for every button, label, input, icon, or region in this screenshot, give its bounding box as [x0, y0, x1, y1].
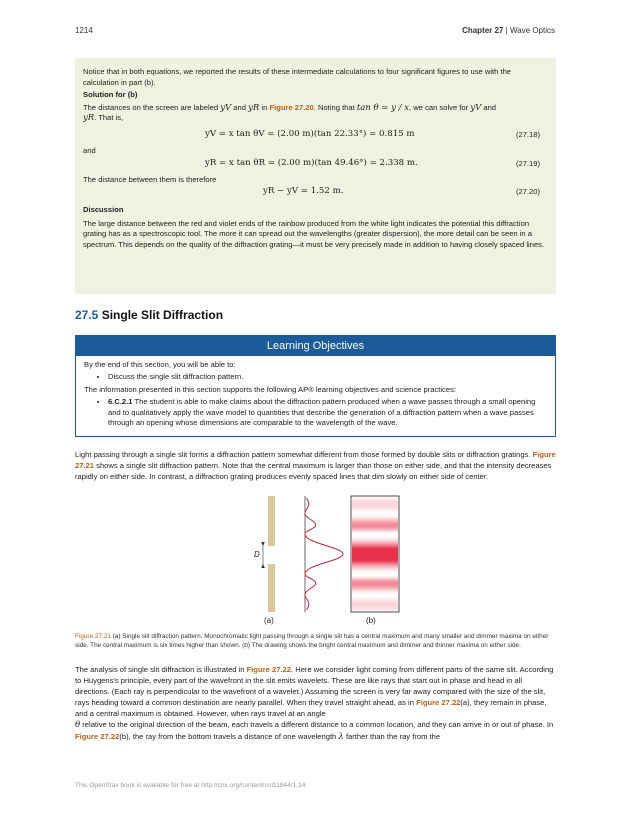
- solution-text-b: . Noting that: [313, 102, 355, 112]
- fringe-strip: [352, 546, 398, 547]
- solution-text-c: , we can solve for: [409, 102, 469, 112]
- fringe-strip: [352, 587, 398, 588]
- fringe-strip: [352, 558, 398, 559]
- slit-width-label: D: [254, 550, 260, 559]
- fringe-strip: [352, 602, 398, 603]
- fringe-strip: [352, 585, 398, 586]
- fringe-strip: [352, 551, 398, 552]
- figure-link-27-22[interactable]: Figure 27.22: [246, 665, 291, 674]
- figure-27-21: [75, 490, 556, 630]
- fringe-strip: [352, 563, 398, 564]
- lo-ap-list: [84, 397, 547, 428]
- fringe-strip: [352, 566, 398, 567]
- fringe-strip: [352, 599, 398, 600]
- fringe-strip: [352, 527, 398, 528]
- equation-number: (27.19): [515, 158, 540, 168]
- fringe-group: [352, 497, 398, 611]
- caption-figure-link[interactable]: Figure 27.21: [75, 633, 111, 640]
- fringe-strip: [352, 539, 398, 540]
- fringe-strip: [352, 597, 398, 598]
- fringe-strip: [352, 536, 398, 537]
- fringe-strip: [352, 575, 398, 576]
- fringe-strip: [352, 569, 398, 570]
- fringe-strip: [352, 583, 398, 584]
- var-yr-2: yR: [83, 113, 95, 124]
- fringe-strip: [352, 593, 398, 594]
- fringe-strip: [352, 530, 398, 531]
- fringe-strip: [352, 604, 398, 605]
- fringe-strip: [352, 610, 398, 611]
- fringe-strip: [352, 554, 398, 555]
- equation-number: (27.18): [515, 129, 540, 139]
- fringe-strip: [352, 519, 398, 520]
- paragraph-2: [75, 664, 556, 743]
- solution-heading: Solution for (b): [83, 90, 138, 100]
- page-number: 1214: [75, 26, 93, 35]
- fringe-strip: [352, 584, 398, 585]
- var-yr: yR: [248, 102, 260, 113]
- equation-text: yR = x tan θR = (2.00 m)(tan 49.46°) = 2.338 m.: [205, 157, 418, 168]
- figure-link-27-22-a[interactable]: Figure 27.22: [416, 698, 461, 707]
- fringe-strip: [352, 516, 398, 517]
- fringe-strip: [352, 509, 398, 510]
- fringe-strip: [352, 586, 398, 587]
- section-title: [75, 308, 223, 322]
- fringe-strip: [352, 531, 398, 532]
- fringe-strip: [352, 595, 398, 596]
- fringe-strip: [352, 582, 398, 583]
- example-box: [75, 58, 556, 294]
- var-yv-2: yV: [470, 102, 482, 113]
- slit-arrow-top: [261, 542, 265, 546]
- fringe-strip: [352, 515, 398, 516]
- fringe-strip: [352, 511, 398, 512]
- fringe-strip: [352, 538, 398, 539]
- fringe-strip: [352, 580, 398, 581]
- equation-text: yV = x tan θV = (2.00 m)(tan 22.33°) = 0.815 m: [205, 128, 415, 139]
- fringe-strip: [352, 529, 398, 530]
- figure-link-27-20[interactable]: Figure 27.20: [269, 102, 314, 112]
- fringe-strip: [352, 576, 398, 577]
- equation-text: yR − yV = 1.52 m.: [263, 186, 344, 197]
- figure-link-27-22-b[interactable]: Figure 27.22: [75, 732, 120, 741]
- fringe-strip: [352, 555, 398, 556]
- fringe-strip: [352, 507, 398, 508]
- lo-intro: By the end of this section, you will be able to:: [84, 360, 236, 369]
- page-header: [75, 26, 555, 38]
- fringe-strip: [352, 522, 398, 523]
- fringe-strip: [352, 606, 398, 607]
- fringe-strip: [352, 594, 398, 595]
- lo-ap-intro: The information presented in this section supports the following AP® learning objectives and science practices:: [84, 384, 456, 394]
- fringe-strip: [352, 540, 398, 541]
- fringe-strip: [352, 503, 398, 504]
- fringe-strip: [352, 535, 398, 536]
- fringe-strip: [352, 534, 398, 535]
- fringe-strip: [352, 523, 398, 524]
- fringe-strip: [352, 547, 398, 548]
- fringe-strip: [352, 557, 398, 558]
- distance-text: The distance between them is therefore: [83, 174, 217, 184]
- fringe-strip: [352, 510, 398, 511]
- ap-code: 6.C.2.1: [108, 397, 133, 407]
- learning-objectives-title: Learning Objectives: [76, 336, 555, 356]
- fringe-strip: [352, 589, 398, 590]
- fringe-strip: [352, 549, 398, 550]
- fringe-strip: [352, 579, 398, 580]
- fringe-strip: [352, 577, 398, 578]
- fringe-strip: [352, 526, 398, 527]
- fringe-strip: [352, 581, 398, 582]
- var-yv: yV: [220, 102, 232, 113]
- fringe-strip: [352, 553, 398, 554]
- fringe-strip: [352, 565, 398, 566]
- caption-text: (a) Single slit diffraction pattern. Monochromatic light passing through a single slit has a central maximum and many smaller and dimmer maxima on either side. The central maximum is six times higher than shown. (b) The drawing shows the bright central maximum and dimmer and thinner maxima on either side.: [75, 633, 549, 649]
- fringe-strip: [352, 520, 398, 521]
- figure-caption: [75, 632, 556, 650]
- fringe-strip: [352, 559, 398, 560]
- lo-item: • Discuss the single slit diffraction pattern.: [108, 372, 547, 382]
- figure-label-a: (a): [264, 616, 274, 625]
- discussion-text: The large distance between the red and violet ends of the rainbow produced from the white light indicates the potential this diffraction grating has as a spectroscopic tool. The more it can spread out the wavelengths (greater dispersion), the more detail can be seen in a spectrum. This depends on the quality of the diffraction grating—it must be very precisely made in addition to having closely spaced lines.: [83, 218, 545, 249]
- lo-ap-item: [108, 397, 547, 428]
- solution-text-in: in: [261, 102, 268, 112]
- para2-text-a: The analysis of single slit diffraction is illustrated in: [75, 665, 245, 674]
- slit-arrow-bottom: [261, 564, 265, 568]
- fringe-strip: [352, 600, 398, 601]
- section-title-text: Single Slit Diffraction: [101, 308, 224, 322]
- lo-list: [84, 372, 547, 382]
- discussion-heading: Discussion: [83, 205, 124, 215]
- fringe-strip: [352, 548, 398, 549]
- figure-link-27-21[interactable]: Figure 27.21: [75, 450, 556, 470]
- fringe-strip: [352, 564, 398, 565]
- fringe-strip: [352, 525, 398, 526]
- para1-text-a: Light passing through a single slit forms a diffraction pattern somewhat different from those formed by double slits or diffraction gratings.: [75, 450, 531, 459]
- equation-number: (27.20): [515, 187, 540, 197]
- chapter-heading: Chapter 27 | Wave Optics: [462, 26, 555, 35]
- fringe-strip: [352, 598, 398, 599]
- fringe-strip: [352, 524, 398, 525]
- fringe-strip: [352, 601, 398, 602]
- para2-text-d: relative to the original direction of the beam, each travels a different distance to a common location, and they can arrive in or out of phase. In: [82, 720, 554, 729]
- and-text: and: [83, 145, 96, 155]
- fringe-strip: [352, 505, 398, 506]
- fringe-strip: [352, 537, 398, 538]
- fringe-strip: [352, 514, 398, 515]
- fringe-strip: [352, 498, 398, 499]
- fringe-strip: [352, 513, 398, 514]
- fringe-strip: [352, 528, 398, 529]
- fringe-strip: [352, 578, 398, 579]
- fringe-strip: [352, 573, 398, 574]
- fringe-strip: [352, 568, 398, 569]
- slit-barrier-top: [268, 496, 275, 546]
- chapter-title: Wave Optics: [509, 26, 555, 35]
- fringe-strip: [352, 552, 398, 553]
- fringe-strip: [352, 521, 398, 522]
- para1-text-b: shows a single slit diffraction pattern. Note that the central maximum is larger than those on either side, and that the intensity decreases rapidly on either side. In contrast, a diffraction grating produces evenly spaced lines that dim slowly on either side of center.: [75, 460, 552, 481]
- fringe-strip: [352, 607, 398, 608]
- fringe-strip: [352, 572, 398, 573]
- ap-text: The student is able to make claims about the diffraction pattern produced when a wave passes through a small opening and to qualitatively apply the wave model to quantities that describe the generation of a diffraction pattern when a wave passes through an opening whose dimensions are comparable to the wavelength of the wave.: [108, 397, 536, 428]
- figure-label-b: (b): [366, 616, 376, 625]
- fringe-strip: [352, 504, 398, 505]
- fringe-strip: [352, 596, 398, 597]
- fringe-strip: [352, 506, 398, 507]
- fringe-strip: [352, 543, 398, 544]
- solution-text-and-2: and: [483, 102, 497, 112]
- fringe-strip: [352, 592, 398, 593]
- solution-text-d: . That is,: [94, 113, 124, 123]
- theta-symbol: θ: [75, 720, 81, 730]
- fringe-strip: [352, 562, 398, 563]
- slit-barrier-bottom: [268, 564, 275, 612]
- fringe-strip: [352, 556, 398, 557]
- fringe-strip: [352, 502, 398, 503]
- para2-text-b: . Here we consider light coming from different parts of the same slit. According to Huygens's principle, every part of the wavefront in the slit emits wavelets. These are like rays that start out in phase and head in all directions. (Each ray is perpendicular to the wavefront of a wavelet.) Assuming the screen is very far away compared with the size of the slit, rays heading toward a common destination are nearly parallel. When they travel straight ahead, as in: [75, 665, 554, 707]
- fringe-strip: [352, 533, 398, 534]
- fringe-strip: [352, 541, 398, 542]
- para2-text-c: (a), they remain in phase, and a central maximum is obtained. However, when rays travel at an angle: [75, 698, 547, 718]
- fringe-strip: [352, 608, 398, 609]
- fringe-strip: [352, 571, 398, 572]
- para2-text-e: (b), the ray from the bottom travels a distance of one wavelength: [119, 732, 337, 741]
- fringe-strip: [352, 512, 398, 513]
- fringe-strip: [352, 544, 398, 545]
- fringe-strip: [352, 588, 398, 589]
- page-footer: This OpenStax book is available for free at http://cnx.org/content/col11844/1.14: [75, 782, 306, 789]
- fringe-strip: [352, 518, 398, 519]
- fringe-strip: [352, 501, 398, 502]
- equation-27-19: [83, 153, 548, 175]
- para2-text-f: farther than the ray from the: [345, 732, 441, 741]
- fringe-strip: [352, 603, 398, 604]
- fringe-strip: [352, 567, 398, 568]
- intensity-curve: [305, 498, 343, 610]
- fringe-strip: [352, 605, 398, 606]
- fringe-strip: [352, 508, 398, 509]
- fringe-strip: [352, 561, 398, 562]
- paragraph-1: [75, 450, 556, 482]
- fringe-strip: [352, 497, 398, 498]
- solution-text-and: and: [233, 102, 246, 112]
- learning-objectives-box: [75, 335, 556, 437]
- diffraction-diagram: [75, 490, 556, 630]
- fringe-strip: [352, 550, 398, 551]
- chapter-label: Chapter 27: [462, 26, 504, 35]
- equation-27-18: [83, 124, 548, 146]
- fringe-strip: [352, 609, 398, 610]
- solution-text-a: The distances on the screen are labeled: [83, 102, 219, 112]
- fringe-strip: [352, 570, 398, 571]
- fringe-strip: [352, 560, 398, 561]
- fringe-strip: [352, 532, 398, 533]
- fringe-strip: [352, 574, 398, 575]
- section-number: 27.5: [75, 308, 99, 322]
- equation-27-20: [83, 181, 548, 203]
- fringe-strip: [352, 545, 398, 546]
- tan-relation: tan θ = y / x: [356, 102, 410, 113]
- example-intro: Notice that in both equations, we reported the results of these intermediate calculations to four significant figures to use with the calculation in part (b).: [83, 67, 512, 87]
- fringe-strip: [352, 542, 398, 543]
- solution-paragraph: [83, 103, 548, 124]
- fringe-strip: [352, 591, 398, 592]
- fringe-strip: [352, 500, 398, 501]
- fringe-strip: [352, 590, 398, 591]
- fringe-strip: [352, 517, 398, 518]
- lambda-symbol: λ: [338, 732, 344, 742]
- fringe-strip: [352, 499, 398, 500]
